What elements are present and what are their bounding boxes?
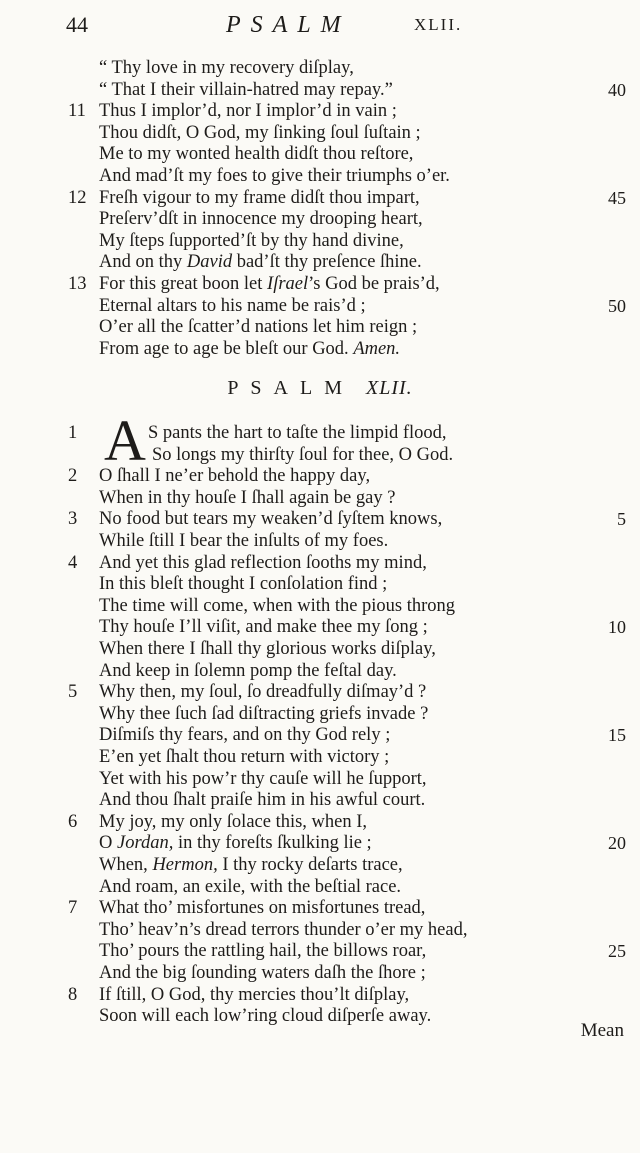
verse-line <box>0 724 640 746</box>
text-part: in thy foreſts ſkulking lie ; <box>173 833 372 854</box>
verse-line <box>0 746 640 768</box>
line-text: My joy, my only ſolace this, when I, <box>99 811 368 832</box>
line-text: In this bleſt thought I conſolation find ; <box>99 574 388 595</box>
line-text: Diſmiſs thy fears, and on thy God rely ; <box>99 725 391 746</box>
verse-line <box>0 703 640 725</box>
verse-line <box>0 251 640 273</box>
verse-number: 11 <box>68 101 86 122</box>
section-numeral: XLII. <box>366 377 413 399</box>
line-text: O’er all the ſcatter’d nations let him reign ; <box>99 317 418 338</box>
line-number: 25 <box>608 941 626 962</box>
verse-line <box>0 79 640 101</box>
line-text: While ſtill I bear the inſults of my foes. <box>99 531 389 551</box>
verse-line <box>0 122 640 144</box>
line-number: 45 <box>608 187 626 208</box>
verse-number: 13 <box>68 274 87 294</box>
line-text <box>99 832 372 854</box>
text-part: From age to age be bleſt our God. <box>99 338 354 359</box>
line-text: If ſtill, O God, thy mercies thou’lt diſplay, <box>99 984 410 1005</box>
line-text: O ſhall I ne’er behold the happy day, <box>99 466 371 487</box>
line-text: Eternal altars to his name be rais’d ; <box>99 295 366 316</box>
line-text: Thou didſt, O God, my ſinking ſoul ſuſtain ; <box>99 122 421 143</box>
line-text: The time will come, when with the pious throng <box>99 595 456 616</box>
line-text: Preſerv’dſt in innocence my drooping heart, <box>99 209 423 230</box>
line-text: And roam, an exile, with the beſtial race. <box>99 876 402 897</box>
italic-name: Iſrael <box>267 274 309 294</box>
verse-line <box>0 208 640 230</box>
verse-number: 7 <box>68 898 78 919</box>
line-text: Tho’ pours the rattling hail, the billows roar, <box>99 941 427 962</box>
verse-number: 3 <box>68 509 78 530</box>
running-psalm-number: XLII. <box>414 15 463 34</box>
text-part: ’s God be prais’d, <box>308 274 440 294</box>
page-number: 44 <box>66 12 88 37</box>
line-number: 10 <box>608 617 626 638</box>
text-part: I thy rocky deſarts trace, <box>217 855 403 875</box>
line-text: So longs my thirſty ſoul for thee, O God. <box>152 444 454 465</box>
verse-line <box>0 660 640 682</box>
verse-line <box>0 940 640 962</box>
line-text: And thou ſhalt praiſe him in his awful court. <box>99 790 426 811</box>
verse-number: 1 <box>68 423 78 443</box>
line-number: 50 <box>608 295 626 316</box>
line-text: My ſteps ſupported’ſt by thy hand divine, <box>99 230 404 251</box>
verse-line <box>0 143 640 165</box>
drop-capital: A <box>104 408 146 473</box>
verse-line <box>0 897 640 919</box>
line-text: “ That I their villain-hatred may repay.” <box>99 79 393 100</box>
verse-line <box>0 552 640 574</box>
line-text: Why thee ſuch ſad diſtracting griefs invade ? <box>99 703 429 724</box>
verse-line <box>0 1005 640 1027</box>
verse-line <box>0 465 640 487</box>
verse-number: 2 <box>68 466 78 487</box>
verse-line <box>0 768 640 790</box>
line-text: S pants the hart to taſte the limpid flood, <box>148 423 447 443</box>
italic-name: Amen. <box>353 338 401 359</box>
text-part: O <box>99 833 117 854</box>
line-text: E’en yet ſhalt thou return with victory ; <box>99 747 390 767</box>
line-text <box>99 251 422 273</box>
verse-line <box>0 876 640 898</box>
verse-line <box>0 165 640 187</box>
verse-line <box>0 573 640 595</box>
line-text <box>99 854 403 876</box>
line-number: 20 <box>608 833 626 854</box>
line-text: Me to my wonted health didſt thou reſtore, <box>99 144 414 165</box>
text-part: bad’ſt thy preſence ſhine. <box>232 252 422 273</box>
line-text: And keep in ſolemn pomp the feſtal day. <box>99 660 397 681</box>
running-title: PSALM <box>226 12 351 38</box>
text-part: And on thy <box>99 252 187 273</box>
line-text: Soon will each low’ring cloud diſperſe away. <box>99 1006 432 1027</box>
text-part: For this great boon let <box>99 274 268 294</box>
verse-line <box>0 789 640 811</box>
verse-line <box>0 444 640 466</box>
line-text: And mad’ſt my foes to give their triumphs o’er. <box>99 166 450 186</box>
verse-number: 6 <box>68 811 78 832</box>
verse-line <box>0 230 640 252</box>
text-part: When, <box>99 855 153 875</box>
line-text: And yet this glad reflection ſooths my mind, <box>99 552 427 573</box>
verse-number: 8 <box>68 984 78 1005</box>
section-heading <box>0 377 640 400</box>
verse-line <box>0 57 640 79</box>
line-text: When in thy houſe I ſhall again be gay ? <box>99 487 396 508</box>
verse-line <box>0 508 640 530</box>
verse-line <box>0 681 640 703</box>
line-text <box>99 273 440 295</box>
verse-line <box>0 962 640 984</box>
verse-line <box>0 422 640 444</box>
verse-line <box>0 832 640 854</box>
verse-line <box>0 811 640 833</box>
line-text: And the big ſounding waters daſh the ſhore ; <box>99 963 426 983</box>
verse-number: 5 <box>68 682 78 703</box>
line-text <box>99 338 400 360</box>
verse-line <box>0 487 640 509</box>
line-text: No food but tears my weaken’d ſyſtem knows, <box>99 509 443 530</box>
italic-name: David <box>186 252 233 273</box>
line-text: Freſh vigour to my frame didſt thou impart, <box>99 187 420 208</box>
line-text: Tho’ heav’n’s dread terrors thunder o’er my head, <box>99 919 468 940</box>
line-text: What tho’ misfortunes on misfortunes tread, <box>99 898 426 919</box>
verse-line <box>0 273 640 295</box>
catchword: Mean <box>580 1020 624 1041</box>
verse-line <box>0 530 640 552</box>
verse-number: 12 <box>68 187 87 208</box>
line-text: Why then, my ſoul, ſo dreadfully diſmay’d ? <box>99 682 427 703</box>
line-number: 5 <box>617 509 626 530</box>
verse-line <box>0 984 640 1006</box>
verse-line <box>0 187 640 209</box>
line-number: 40 <box>608 79 626 100</box>
verse-line <box>0 616 640 638</box>
verse-line <box>0 919 640 941</box>
line-text: When there I ſhall thy glorious works diſplay, <box>99 639 436 659</box>
line-text: Yet with his pow’r thy cauſe will he ſupport, <box>99 768 427 789</box>
verse-line <box>0 295 640 317</box>
verse-line <box>0 638 640 660</box>
italic-name: Hermon, <box>152 855 218 875</box>
line-text: Thus I implor’d, nor I implor’d in vain ; <box>99 101 397 122</box>
verse-number: 4 <box>68 552 78 573</box>
verse-line <box>0 100 640 122</box>
verse-line <box>0 338 640 360</box>
running-header <box>0 12 640 40</box>
line-text: “ Thy love in my recovery diſplay, <box>99 58 354 78</box>
verse-line <box>0 854 640 876</box>
section-word: PSALM <box>227 377 355 399</box>
verse-line <box>0 316 640 338</box>
italic-name: Jordan, <box>117 833 174 854</box>
line-text: Thy houſe I’ll viſit, and make thee my ſong ; <box>99 617 428 638</box>
verse-line <box>0 595 640 617</box>
line-number: 15 <box>608 725 626 746</box>
